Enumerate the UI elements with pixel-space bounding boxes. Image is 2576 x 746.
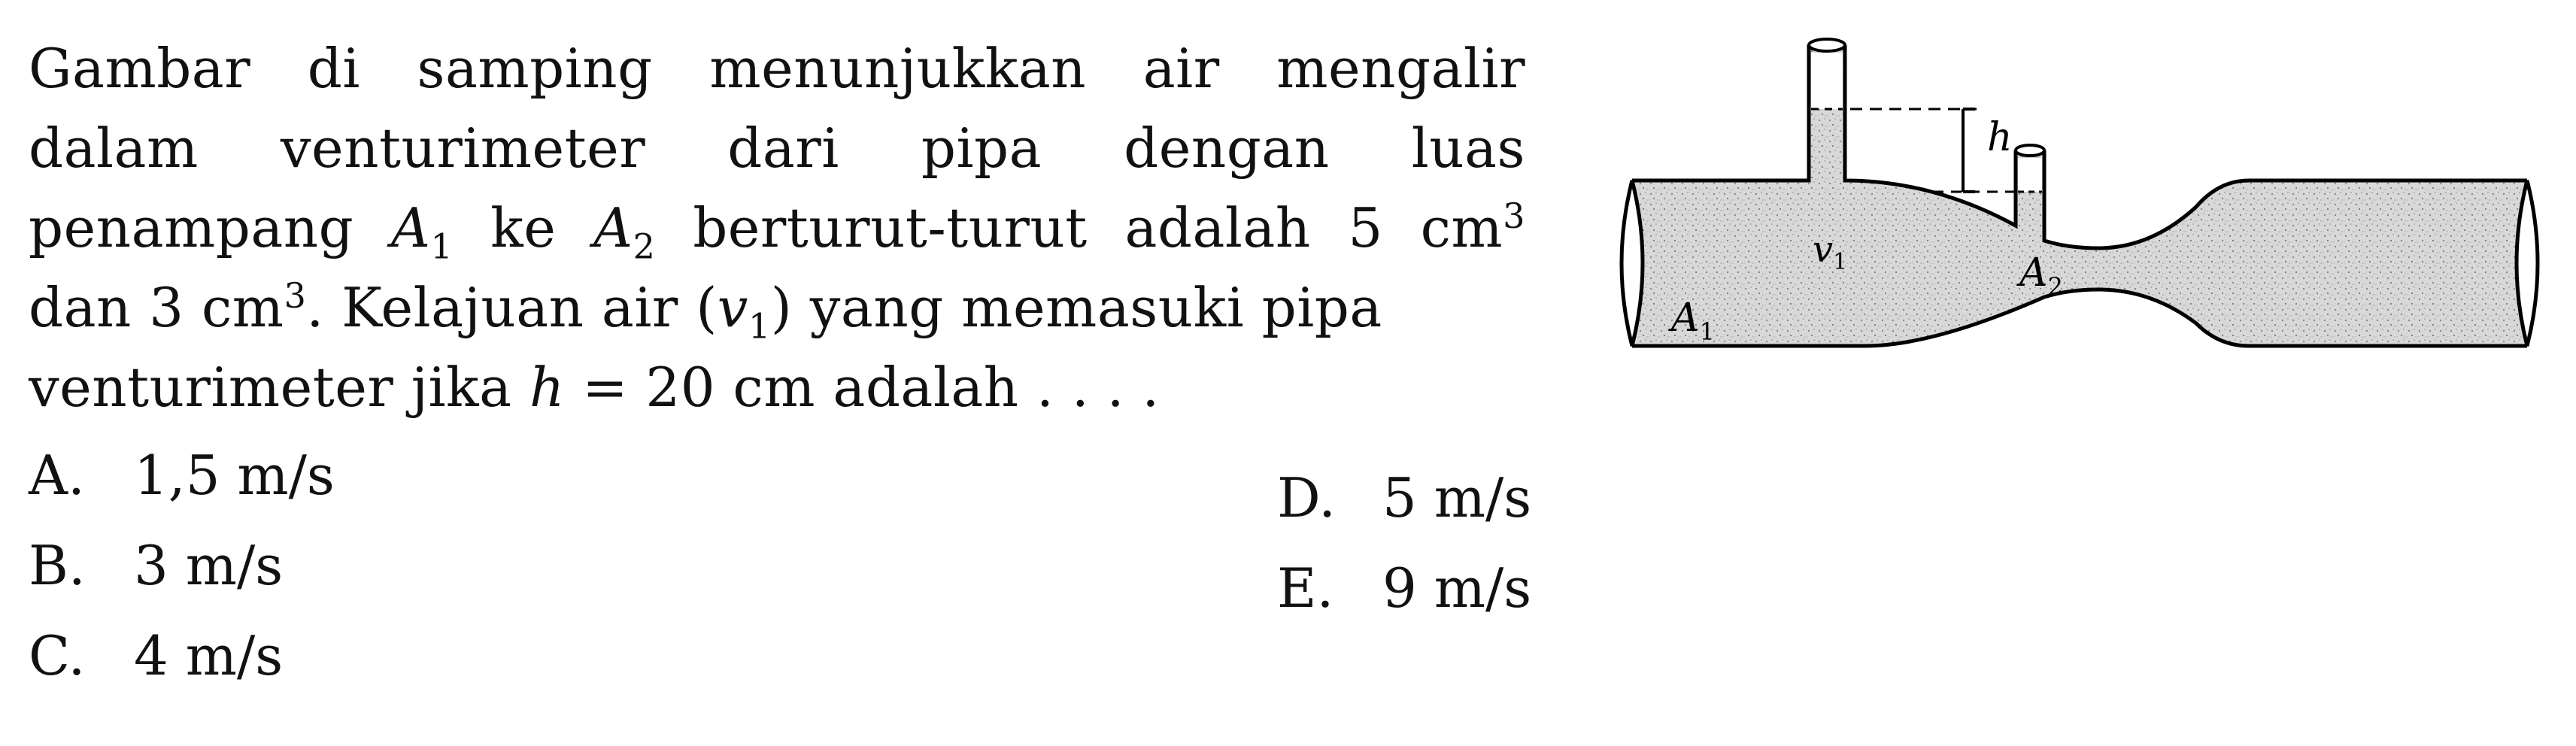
option-d[interactable]: [1277, 466, 1531, 529]
option-c-text: 4 m/s: [134, 624, 284, 687]
option-e[interactable]: [1277, 556, 1531, 620]
option-c-letter: C.: [29, 624, 86, 687]
option-b[interactable]: [29, 534, 283, 597]
question-line-4: dan 3 $cm^3$. Kelajuan air $(v_1)$ yang memasuki pipa: [29, 275, 1382, 347]
label-a1: $A_1$: [1671, 296, 1715, 346]
option-e-text: 9 m/s: [1382, 556, 1532, 620]
label-v1: $v_1$: [1813, 229, 1848, 275]
question-line-5: venturimeter jika h = 20 cm adalah . . . .: [29, 356, 1160, 419]
option-d-text: 5 m/s: [1382, 466, 1532, 529]
question-line-3: penampang $A_1$ ke $A_2$ berturut-turut adalah 5 $cm^3$: [29, 196, 1525, 267]
option-a-letter: A.: [29, 444, 85, 507]
option-b-letter: B.: [29, 534, 86, 597]
answer-options: [29, 444, 1683, 714]
label-a2: $A_2$: [2019, 250, 2063, 301]
label-h: h: [1987, 115, 2013, 160]
question-line-1: Gambar di samping menunjukkan air mengalir: [29, 37, 1525, 100]
question-line-2: dalam venturimeter dari pipa dengan luas: [29, 117, 1525, 180]
option-e-letter: E.: [1277, 556, 1334, 620]
venturi-pipe: [1622, 39, 2538, 346]
option-c[interactable]: [29, 624, 283, 687]
venturimeter-figure: [1617, 23, 2572, 368]
option-d-letter: D.: [1277, 466, 1337, 529]
option-a[interactable]: [29, 444, 335, 507]
question-text: [29, 29, 1525, 427]
option-a-text: 1,5 m/s: [134, 444, 335, 507]
option-b-text: 3 m/s: [134, 534, 284, 597]
